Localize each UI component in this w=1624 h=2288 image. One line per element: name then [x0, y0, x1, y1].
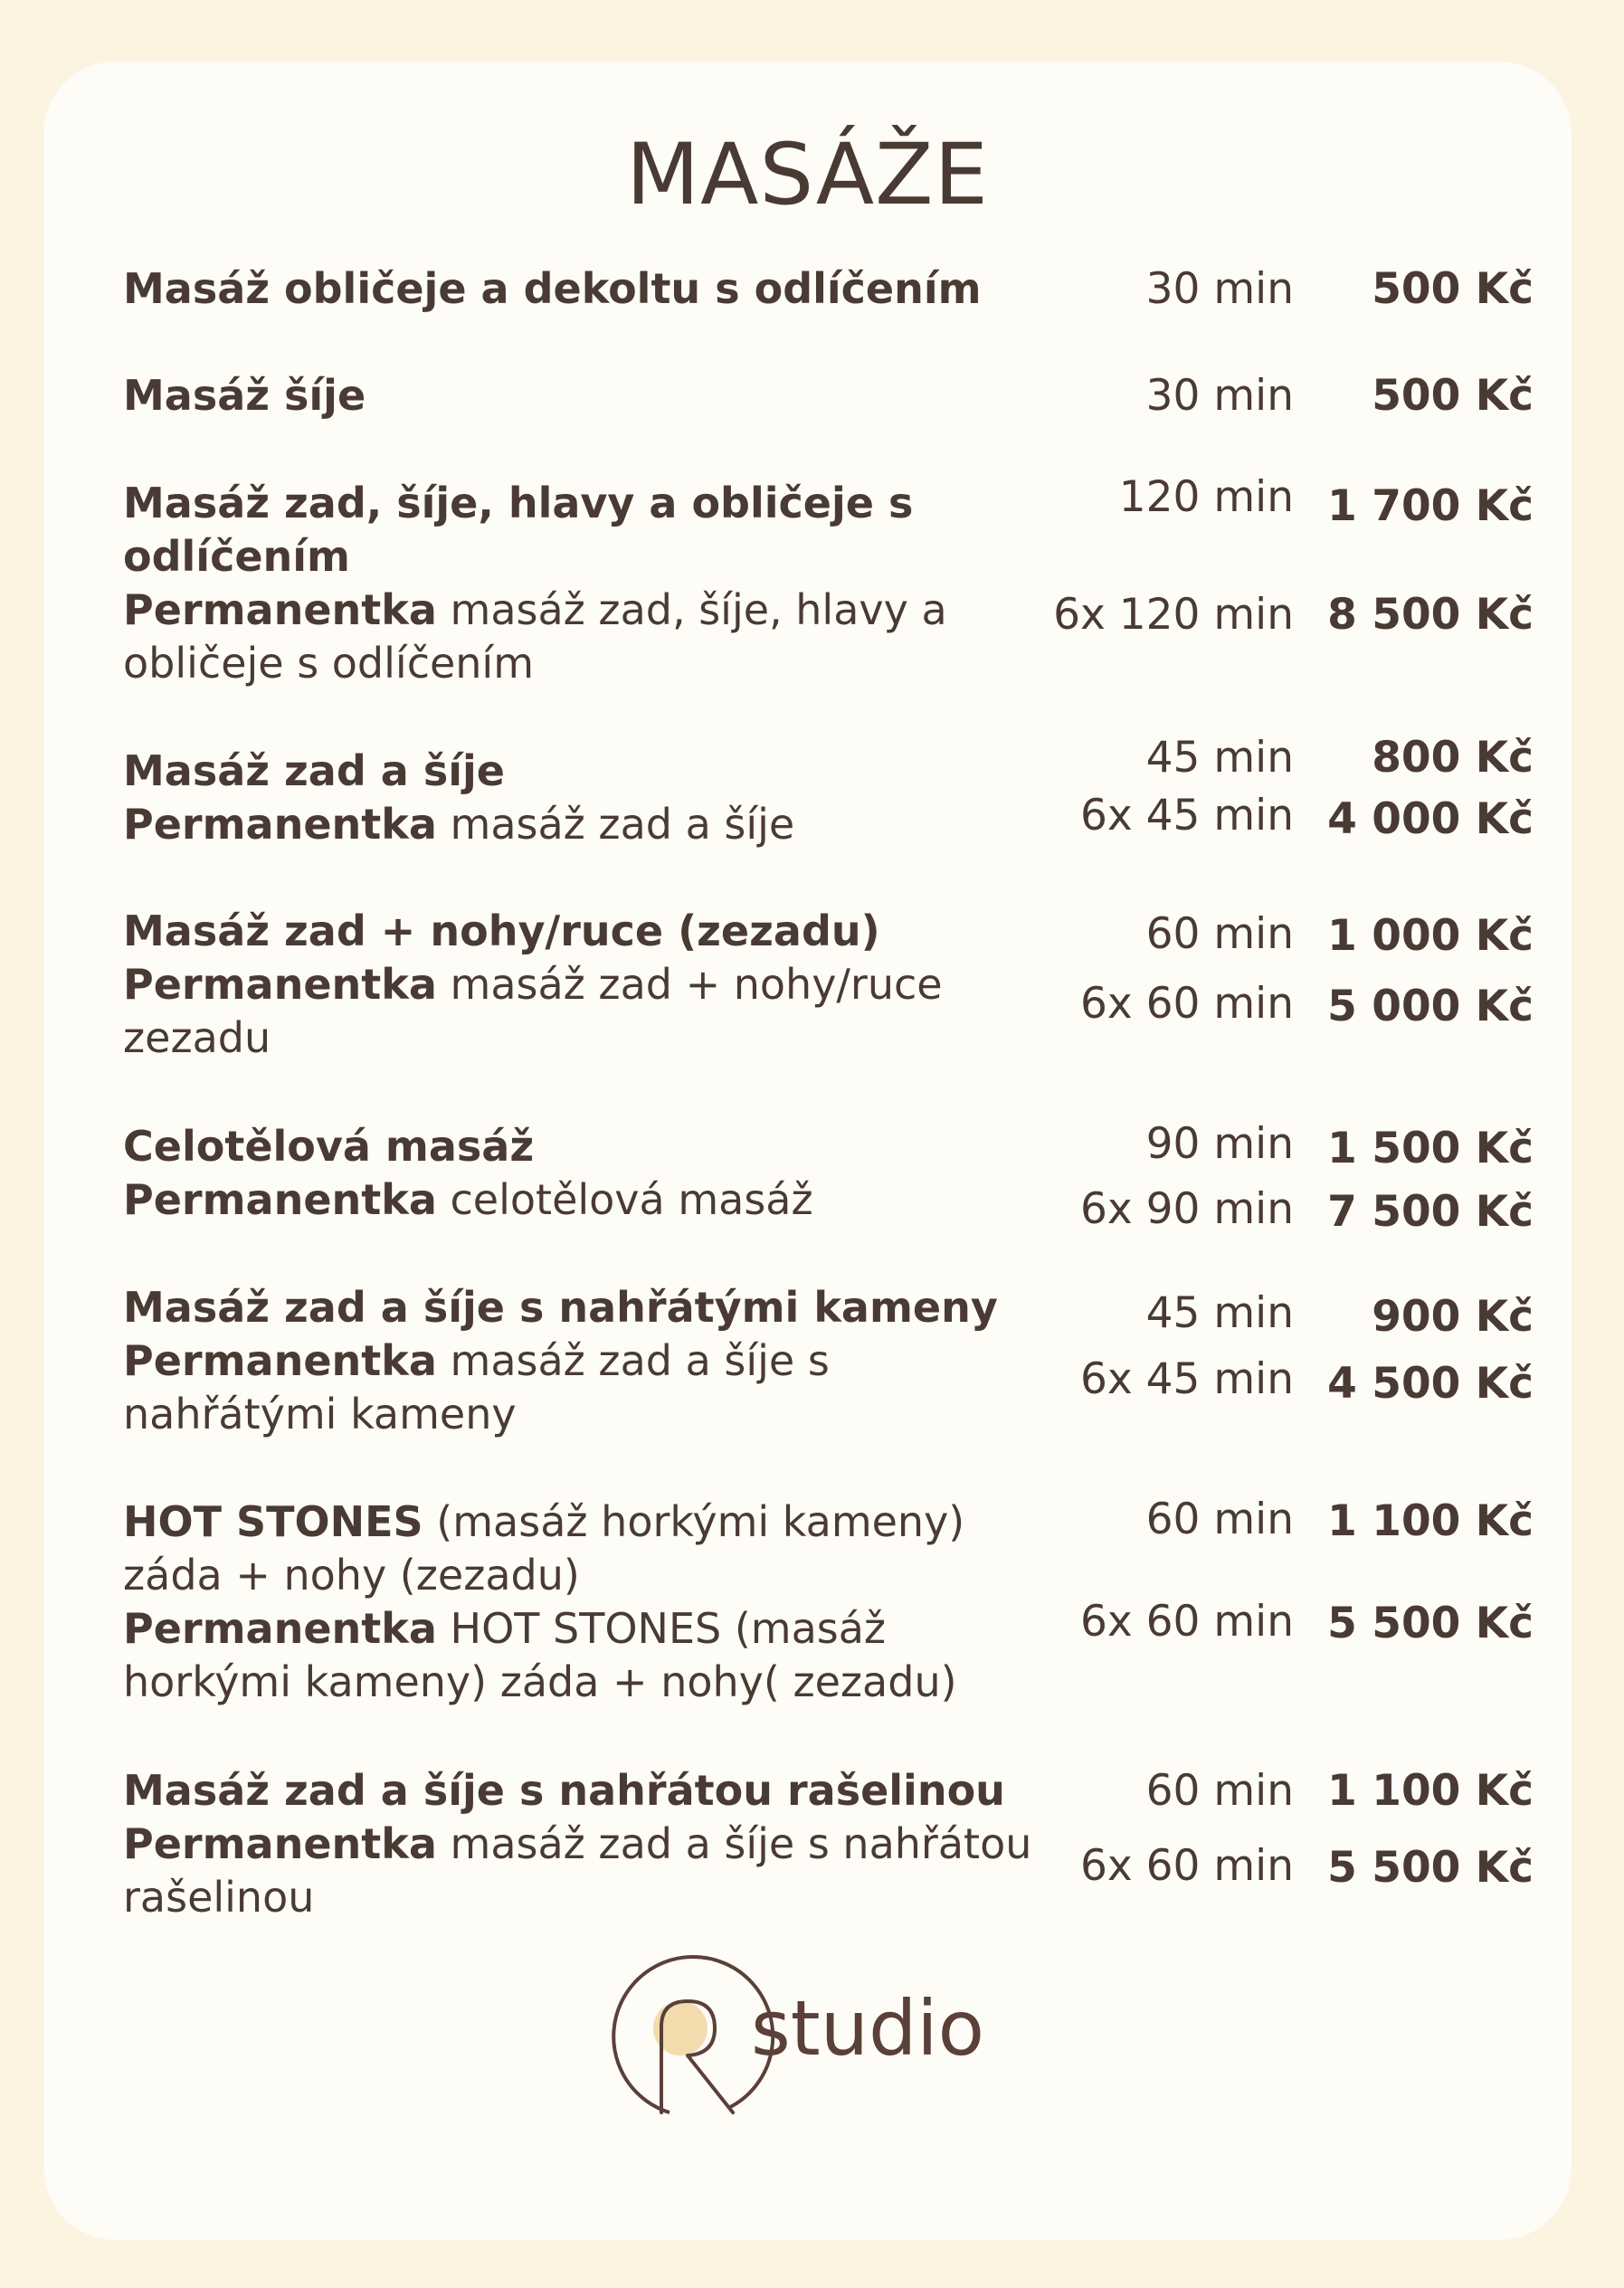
service-name [123, 1281, 1037, 1334]
service-duration: 60 min [1145, 1495, 1294, 1544]
logo-text: studio [751, 1984, 984, 2073]
service-price: 1 500 Kč [1327, 1124, 1534, 1173]
service-duration: 120 min [1118, 472, 1294, 522]
service-price: 900 Kč [1372, 1292, 1534, 1342]
service-name [123, 477, 1037, 584]
service-duration: 45 min [1145, 1288, 1294, 1338]
service-price: 5 500 Kč [1327, 1843, 1534, 1893]
service-name [123, 745, 1037, 798]
service-price: 1 000 Kč [1327, 911, 1534, 961]
service-price: 1 100 Kč [1327, 1496, 1534, 1546]
service-duration: 6x 90 min [1079, 1184, 1294, 1234]
service-duration: 60 min [1145, 1766, 1294, 1816]
service-price: 8 500 Kč [1327, 590, 1534, 640]
permanentka-label: Permanentka [123, 800, 437, 849]
service-price: 500 Kč [1372, 264, 1534, 314]
service-name [123, 1764, 1037, 1818]
service-price: 4 000 Kč [1327, 794, 1534, 844]
service-price: 1 100 Kč [1327, 1766, 1534, 1816]
service-description-text: (masáž horkými kameny) záda + nohy (zezadu) [123, 1497, 965, 1600]
service-price: 4 500 Kč [1327, 1359, 1534, 1409]
service-name [123, 1120, 1037, 1173]
service-price: 800 Kč [1372, 733, 1534, 783]
permanentka-label: Permanentka [123, 1336, 437, 1385]
permanentka-description [123, 1173, 1037, 1227]
permanentka-label: Permanentka [123, 1819, 437, 1868]
permanentka-label: Permanentka [123, 585, 437, 634]
service-duration: 6x 60 min [1079, 1597, 1294, 1647]
service-name [123, 1495, 1037, 1602]
service-description-text: masáž zad a šíje s nahřátými kameny [123, 1336, 830, 1438]
permanentka-description [123, 1818, 1037, 1924]
service-duration: 6x 60 min [1079, 979, 1294, 1029]
permanentka-description [123, 584, 1037, 690]
permanentka-description [123, 1334, 1037, 1441]
service-price: 7 500 Kč [1327, 1187, 1534, 1237]
permanentka-description [123, 1602, 1037, 1709]
service-price: 500 Kč [1372, 371, 1534, 421]
service-description-text: celotělová masáž [436, 1175, 813, 1224]
service-description-text: HOT STONES (masáž horkými kameny) záda + nohy( zezadu) [123, 1604, 957, 1706]
service-title: Masáž zad a šíje s nahřátými kameny [123, 1283, 998, 1332]
service-title: Masáž šíje [123, 371, 366, 420]
service-name [123, 369, 1037, 422]
service-title: Masáž zad a šíje s nahřátou rašelinou [123, 1766, 1005, 1815]
service-duration: 6x 45 min [1079, 791, 1294, 840]
service-duration: 60 min [1145, 909, 1294, 959]
service-name [123, 905, 1037, 958]
service-description-text: masáž zad a šíje s nahřátou rašelinou [123, 1819, 1032, 1922]
service-price: 5 500 Kč [1327, 1599, 1534, 1648]
permanentka-description [123, 958, 1037, 1065]
service-name [123, 262, 1037, 316]
service-title: Masáž obličeje a dekoltu s odlíčením [123, 264, 982, 313]
permanentka-label: Permanentka [123, 960, 437, 1009]
service-title: Celotělová masáž [123, 1122, 535, 1171]
service-title: Masáž zad + nohy/ruce (zezadu) [123, 907, 880, 955]
service-price: 1 700 Kč [1327, 481, 1534, 531]
service-description-text: masáž zad, šíje, hlavy a obličeje s odlíčením [123, 585, 947, 688]
service-duration: 30 min [1145, 371, 1294, 421]
permanentka-label: Permanentka [123, 1604, 437, 1653]
permanentka-description [123, 798, 1037, 851]
service-title: HOT STONES [123, 1497, 423, 1546]
service-title: Masáž zad a šíje [123, 746, 505, 795]
service-duration: 45 min [1145, 733, 1294, 783]
service-description-text: masáž zad a šíje [436, 800, 795, 849]
service-title: Masáž zad, šíje, hlavy a obličeje s odlíčením [123, 479, 914, 581]
service-duration: 90 min [1145, 1119, 1294, 1169]
service-duration: 6x 45 min [1079, 1354, 1294, 1404]
service-duration: 30 min [1145, 264, 1294, 314]
service-description-text: masáž zad + nohy/ruce zezadu [123, 960, 943, 1062]
service-duration: 6x 120 min [1053, 590, 1294, 640]
page-title: MASÁŽE [626, 126, 989, 224]
service-price: 5 000 Kč [1327, 982, 1534, 1031]
service-duration: 6x 60 min [1079, 1841, 1294, 1891]
permanentka-label: Permanentka [123, 1175, 437, 1224]
